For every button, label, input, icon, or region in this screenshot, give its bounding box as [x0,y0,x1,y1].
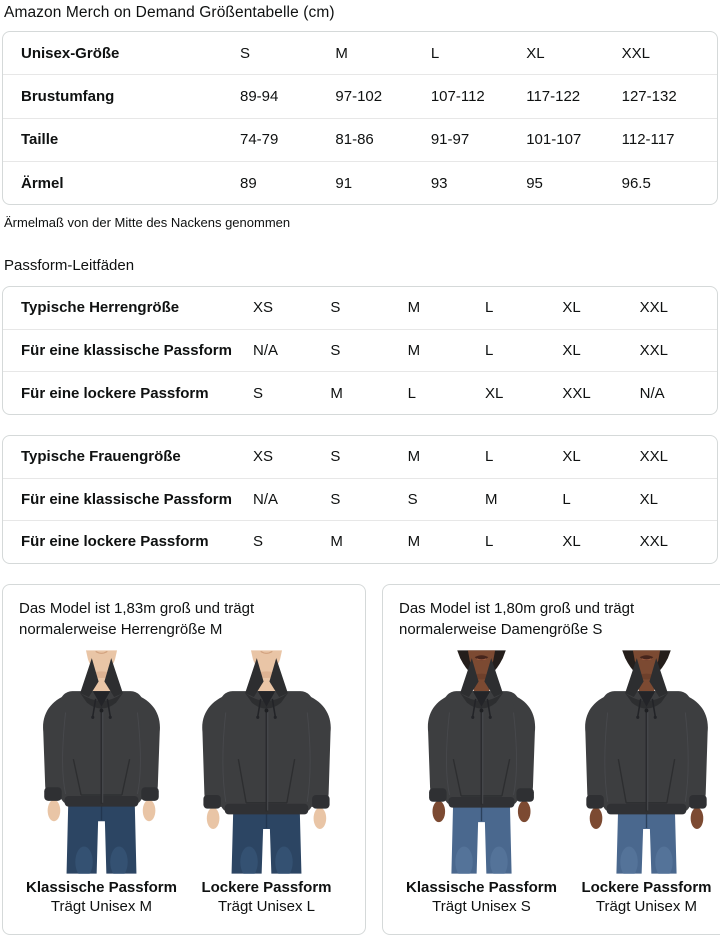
row-label: Ärmel [21,174,64,192]
row-value: 112-117 [621,131,675,149]
model-panel-male [2,584,366,935]
row-value: 93 [430,174,448,192]
row-value: M [407,299,421,317]
figure-column-classic [19,650,184,924]
row-label: Brustumfang [21,87,115,105]
table-row [3,371,717,414]
table-row [3,287,717,329]
row-value: XL [562,342,581,360]
unisex-size-table [2,31,718,205]
row-value: S [330,342,341,360]
row-label: Unisex-Größe [21,44,120,62]
row-value: 117-122 [526,87,581,105]
row-value: L [562,490,571,508]
row-value: 74-79 [240,131,279,149]
model-photo-female-classic [399,650,564,874]
row-value: M [330,384,343,402]
row-value: S [253,533,264,551]
row-value: N/A [253,490,279,508]
model-photo-female-loose [564,650,720,874]
row-value: XL [562,299,581,317]
row-label: Typische Herrengröße [21,299,180,317]
fit-caption-title: Klassische Passform [26,878,177,896]
figure-column-loose [564,650,720,924]
row-value: XXL [639,533,668,551]
model-description: Das Model ist 1,83m groß und trägt normalerweise Herrengröße M [19,599,255,639]
row-value: XL [639,490,658,508]
row-value: L [484,299,494,317]
table-row [3,520,717,563]
fit-caption-title: Lockere Passform [201,878,332,896]
fit-table-men [2,286,718,415]
fit-caption-size: Trägt Unisex L [218,897,315,915]
row-value: 97-102 [335,87,383,105]
row-label: Für eine lockere Passform [21,384,209,402]
row-value: M [407,448,421,466]
row-value: M [330,533,343,551]
row-value: 95 [526,174,543,192]
model-photo-male-classic [19,650,184,874]
row-label: Für eine klassische Passform [21,490,232,508]
table-row [3,74,717,117]
row-value: N/A [639,384,665,402]
row-value: L [407,384,416,402]
row-value: L [430,44,440,62]
row-value: XXL [621,44,650,62]
model-panels [2,584,718,935]
table-row [3,161,717,204]
figures-row [399,650,720,924]
row-value: M [407,533,421,551]
fit-caption-size: Trägt Unisex S [432,897,531,915]
row-value: 96.5 [621,174,651,192]
row-label: Für eine lockere Passform [21,533,209,551]
row-value: L [484,342,494,360]
row-value: S [407,490,418,508]
row-value: XL [562,448,581,466]
row-value: N/A [253,342,279,360]
sleeve-measure-note: Ärmelmaß von der Mitte des Nackens genommen [4,215,291,231]
figure-column-classic [399,650,564,924]
row-value: 89-94 [240,87,279,105]
row-value: L [484,448,494,466]
row-label: Für eine klassische Passform [21,342,232,360]
row-value: 101-107 [526,131,582,149]
fit-caption-size: Trägt Unisex M [595,897,698,915]
row-label: Typische Frauengröße [21,448,181,466]
row-value: 91-97 [430,131,470,149]
fit-table-women [2,435,718,564]
figure-column-loose [184,650,349,924]
row-value: XXL [639,448,668,466]
table-row [3,478,717,521]
row-value: XXL [639,299,668,317]
fit-caption-title: Lockere Passform [581,878,712,896]
row-value: S [240,44,251,62]
figures-row [19,650,349,924]
row-value: S [330,299,341,317]
row-value: S [330,490,341,508]
row-value: XL [484,384,504,402]
table-row [3,32,717,74]
row-value: 91 [335,174,353,192]
table-row [3,118,717,161]
table-row [3,436,717,478]
row-value: S [253,384,264,402]
row-value: 127-132 [621,87,677,105]
page-title: Amazon Merch on Demand Größentabelle (cm) [4,4,335,21]
row-value: XL [526,44,545,62]
fit-caption-size: Trägt Unisex M [50,897,153,915]
model-panel-female [382,584,720,935]
table-row [3,329,717,372]
row-value: 81-86 [335,131,374,149]
fit-caption-title: Klassische Passform [406,878,557,896]
row-value: 89 [240,174,257,192]
row-value: 107-112 [430,87,485,105]
model-description: Das Model ist 1,80m groß und trägt normalerweise Damengröße S [399,599,635,639]
row-value: XXL [639,342,668,360]
row-value: XS [253,448,274,466]
row-value: M [484,490,498,508]
row-value: L [484,533,494,551]
row-value: XL [562,533,581,551]
model-photo-male-loose [184,650,349,874]
row-value: M [407,342,421,360]
row-value: S [330,448,341,466]
row-value: M [335,44,348,62]
row-label: Taille [21,131,59,149]
row-value: XXL [562,384,591,402]
row-value: XS [253,299,274,317]
fit-guides-heading: Passform-Leitfäden [4,257,135,275]
